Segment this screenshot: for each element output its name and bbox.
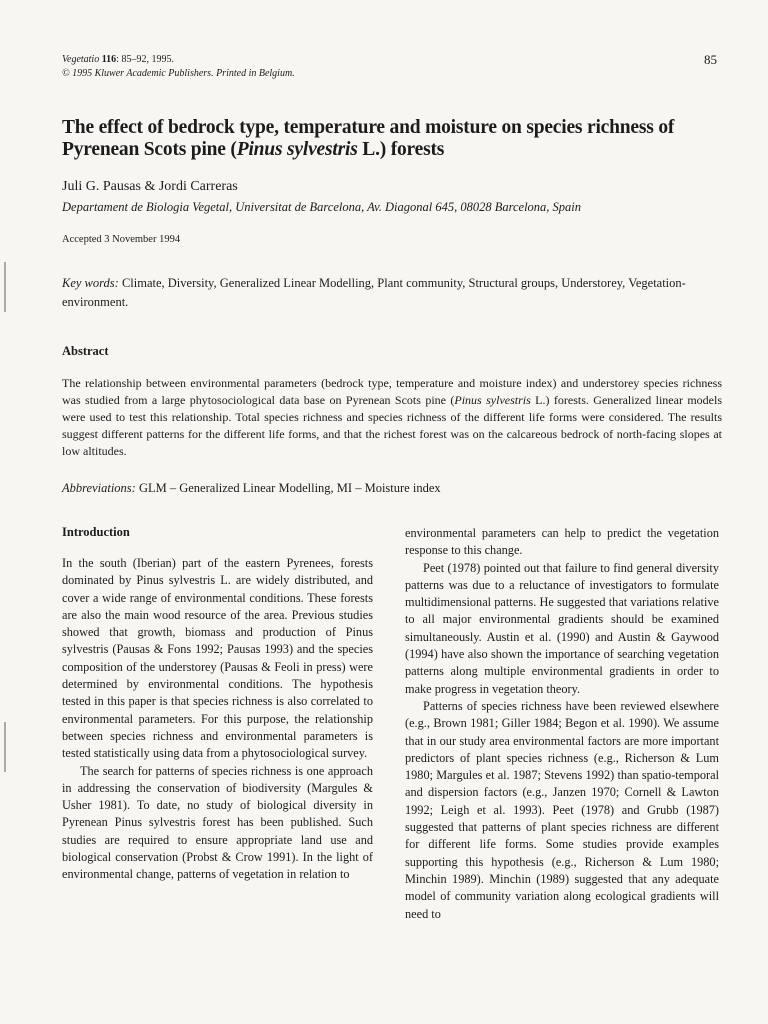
keywords-text: Climate, Diversity, Generalized Linear Modelling, Plant community, Structural groups, Understorey, Vegetation-environment. (62, 276, 686, 309)
introduction-heading: Introduction (62, 525, 130, 539)
abbreviations-text: GLM – Generalized Linear Modelling, MI – Moisture index (135, 481, 441, 495)
left-column (62, 525, 373, 884)
intro-paragraph-4: Peet (1978) pointed out that failure to find general diversity patterns was due to a reluctance of investigators to formulate multidimensional patterns. He suggested that variations relative to all major environmental gradients should be examined simultaneously. Austin et al. (1990) and Austin & Gaywood (1994) have also shown the importance of searching vegetation patterns along multiple environmental gradients in order to make progress in vegetation theory. (405, 560, 719, 696)
affiliation: Departament de Biologia Vegetal, Universitat de Barcelona, Av. Diagonal 645, 08028 Barcelona, Spain (62, 200, 582, 214)
abstract-part2: L.) forests. Generalized linear models were used to test this relationship. Total species richness and species richness of the different life forms were considered. The results suggest different patterns for the different life forms, and that the richest forest was on the calcareous bedrock of north-facing slopes at low altitudes. (62, 393, 722, 458)
page-number: 85 (704, 52, 717, 67)
accepted-date: Accepted 3 November 1994 (62, 234, 181, 245)
keywords (62, 274, 722, 312)
margin-scan-mark (4, 722, 6, 772)
journal-citation (62, 53, 295, 81)
intro-paragraph-1: In the south (Iberian) part of the eastern Pyrenees, forests dominated by Pinus sylvestris L. are widely distributed, and cover a wide range of environmental conditions. These forests are also the main wood resource of the area. Previous studies showed that growth, biomass and production of Pinus sylvestris (Pausas & Fons 1992; Pausas 1993) and the species composition of the understorey (Pausas & Feoli in press) were determined by environmental conditions. The hypothesis tested in this paper is that species richness is also correlated to environmental parameters. For this purpose, the relationship between species richness and environmental parameters is tested statistically using data from a phytosociological survey. (62, 556, 373, 761)
intro-paragraph-3: environmental parameters can help to predict the vegetation response to this change. (405, 526, 719, 558)
article-title (62, 117, 722, 161)
authors: Juli G. Pausas & Jordi Carreras (62, 179, 238, 194)
keywords-label: Key words: (62, 276, 119, 290)
copyright-line: © 1995 Kluwer Academic Publishers. Printed in Belgium. (62, 68, 295, 79)
abstract-text (62, 375, 722, 460)
abbreviations-label: Abbreviations: (62, 481, 136, 495)
journal-name: Vegetatio (62, 54, 100, 65)
right-column (405, 525, 719, 923)
title-part2: L.) forests (357, 139, 445, 160)
abstract-part1: The relationship between environmental parameters (bedrock type, temperature and moisture index) and understorey species richness was studied from a large phytosociological data base on Pyrenean Scots pine ( (62, 376, 722, 407)
intro-paragraph-5: Patterns of species richness have been reviewed elsewhere (e.g., Brown 1981; Giller 1984; Begon et al. 1990). We assume that in our study area environmental factors are more important predictors of plant species richness (e.g., Richerson & Lum 1980; Margules et al. 1987; Stevens 1992) than spatio-temporal and dispersion factors (e.g., Janzen 1970; Cornell & Lawton 1992; Leigh et al. 1993). Peet (1978) and Grubb (1987) suggested that patterns of plant species richness are different for different life forms. Some studies provide examples supporting this hypothesis (e.g., Richerson & Lum 1980; Minchin 1989). Minchin (1989) suggested that any adequate model of community variation along ecological gradients will need to (405, 698, 719, 921)
margin-scan-mark (4, 262, 6, 312)
title-species: Pinus sylvestris (236, 139, 358, 160)
intro-paragraph-2: The search for patterns of species richness is one approach in addressing the conservation of biodiversity (Margules & Usher 1981). To date, no study of biological diversity in Pyrenean Pinus sylvestris forest has been published. Such studies are required to ensure appropriate land use and biological conservation (Probst & Crow 1991). In the light of environmental change, patterns of vegetation in relation to (62, 763, 373, 882)
abstract-species: Pinus sylvestris (454, 393, 531, 407)
journal-pages: : 85–92, 1995. (116, 54, 174, 65)
abstract-heading: Abstract (62, 344, 109, 358)
abbreviations (62, 481, 441, 496)
title-part1: The effect of bedrock type, temperature and moisture on species richness of Pyrenean Scots pine ( (62, 117, 675, 160)
journal-volume: 116 (101, 54, 117, 65)
journal-line (62, 53, 295, 67)
